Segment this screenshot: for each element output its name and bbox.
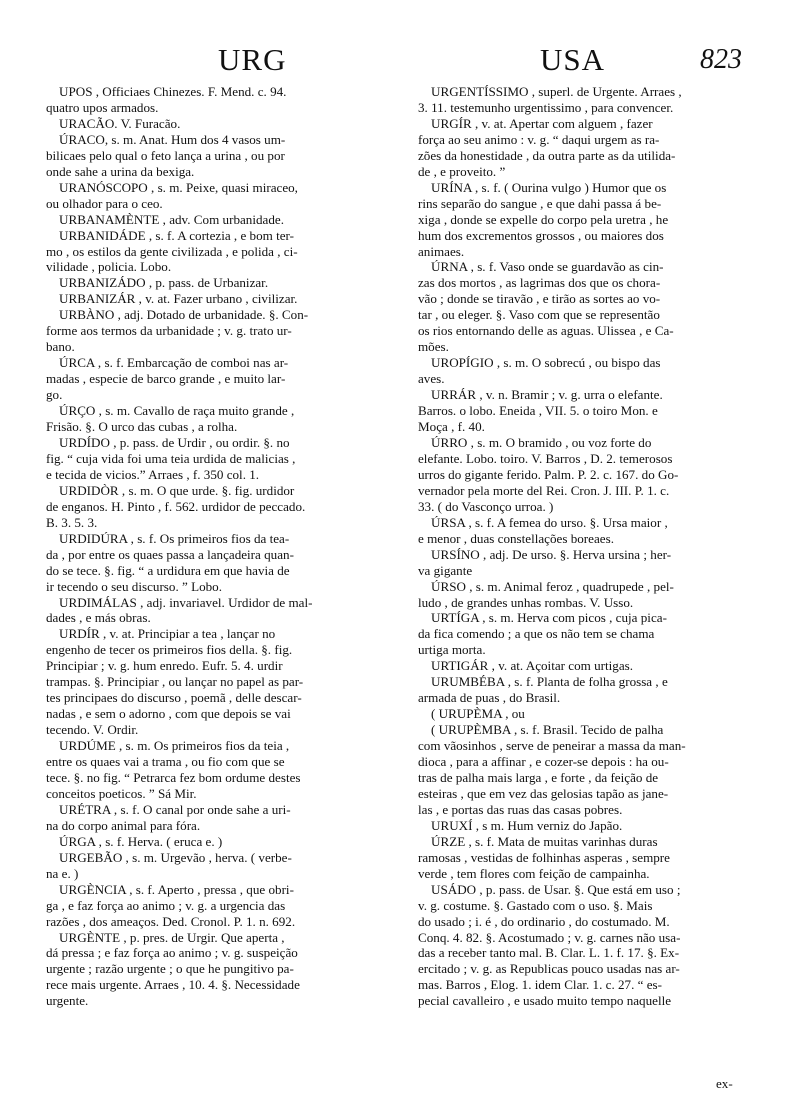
text-line: ercitado ; v. g. as Republicas pouco usadas nas ar- — [418, 961, 680, 977]
text-line: engenho de tecer os primeiros fios della. §. fig. — [46, 642, 293, 658]
text-line: ir tecendo o seu discurso. ” Lobo. — [46, 578, 222, 594]
text-line: URDIDÒR , s. m. O que urde. §. fig. urdidor — [59, 482, 295, 498]
text-line: animaes. — [418, 243, 465, 259]
text-line: ( URUPÈMBA , s. f. Brasil. Tecido de palha — [431, 722, 664, 738]
text-line: aves. — [418, 371, 445, 387]
text-line: URDÚME , s. m. Os primeiros fios da teia , — [59, 738, 290, 754]
text-line: URRÁR , v. n. Bramir ; v. g. urra o elefante. — [431, 387, 663, 403]
text-line: urtiga morta. — [418, 642, 486, 658]
text-line: ÚRCA , s. f. Embarcação de comboi nas ar- — [59, 355, 289, 371]
text-line: vernador pela morte del Rei. Cron. J. III. P. 1. c. — [418, 482, 670, 498]
text-line: pecial cavalleiro , e usado muito tempo naquelle — [418, 993, 672, 1009]
text-line: das a receber tanto mal. B. Clar. L. 1. f. 17. §. Ex- — [418, 945, 680, 961]
text-line: da fica comendo ; a que os não tem se chama — [418, 626, 655, 642]
text-line: ludo , de grandes unhas rombas. V. Usso. — [418, 594, 634, 610]
text-line: tes principaes do discurso , poemã , delle descar- — [46, 690, 302, 706]
text-line: vão ; donde se tiravão , e tirão as sortes ao vo- — [418, 291, 661, 307]
text-line: vilidade , policia. Lobo. — [46, 259, 172, 275]
text-line: zões da honestidade , da outra parte as da utilida- — [418, 147, 676, 163]
text-line: URANÓSCOPO , s. m. Peixe, quasi miraceo, — [59, 179, 298, 195]
text-line: URBANIZÁDO , p. pass. de Urbanizar. — [59, 275, 269, 291]
text-line: mo , os estilos da gente civilizada , e polida , ci- — [46, 243, 298, 259]
text-line: bilicaes pelo qual o feto lança a urina , ou por — [46, 147, 285, 163]
text-line: URSÍNO , adj. De urso. §. Herva ursina ; her- — [431, 546, 672, 562]
text-line: força ao seu animo : v. g. “ daqui urgem as ra- — [418, 131, 660, 147]
text-line: tras de palha mais larga , e forte , da feição de — [418, 769, 659, 785]
text-line: va gigante — [418, 562, 473, 578]
text-line: v. g. costume. §. Gastado com o uso. §. Mais — [418, 897, 653, 913]
text-line: com vãosinhos , serve de peneirar a massa da man- — [418, 738, 686, 754]
catchword: ex- — [716, 1076, 733, 1091]
text-line: ÚRRO , s. m. O bramido , ou voz forte do — [431, 434, 652, 450]
text-line: xiga , donde se expelle do corpo pela uretra , he — [418, 211, 669, 227]
text-line: ou olhador para o ceo. — [46, 195, 163, 211]
text-line: dá pressa ; e faz força ao animo ; v. g. suspeição — [46, 945, 298, 961]
text-line: trampas. §. Principiar , ou lançar no papel as par- — [46, 674, 304, 690]
right-column — [418, 84, 778, 1009]
text-line: conceitos poeticos. ” Sá Mir. — [46, 785, 197, 801]
text-line: URTIGÁR , v. at. Açoitar com urtigas. — [431, 658, 634, 674]
text-line: hum dos excrementos grossos , ou maiores dos — [418, 227, 664, 243]
text-line: URGENTÍSSIMO , superl. de Urgente. Arraes , — [431, 84, 682, 99]
text-line: URDÍDO , p. pass. de Urdir , ou ordir. §. no — [59, 434, 290, 450]
text-line: URGÈNCIA , s. f. Aperto , pressa , que obri- — [59, 881, 294, 897]
text-line: las , e portas das ruas das casas pobres. — [418, 801, 623, 817]
text-line: nadas , e sem o adorno , com que depois se vai — [46, 706, 291, 722]
text-line: na do corpo animal para fóra. — [46, 817, 201, 833]
text-line: B. 3. 5. 3. — [46, 514, 98, 530]
text-line: 33. ( do Vasconço urroa. ) — [418, 498, 554, 514]
text-line: urros do gigante ferido. Palm. P. 2. c. 167. do Go- — [418, 466, 679, 482]
text-line: URGEBÃO , s. m. Urgevão , herva. ( verbe- — [59, 849, 292, 865]
text-line: madas , especie de barco grande , e muito lar- — [46, 371, 286, 387]
text-line: 3. 11. testemunho urgentissimo , para convencer. — [418, 99, 674, 115]
text-line: entre os quaes vai a trama , ou fio com que se — [46, 754, 285, 770]
text-line: do se tece. §. fig. “ a urdidura em que havia de — [46, 562, 290, 578]
text-line: URUXÍ , s m. Hum verniz do Japão. — [431, 817, 623, 833]
text-line: URDIDÚRA , s. f. Os primeiros fios da tea- — [59, 530, 290, 546]
text-line: ÚRZE , s. f. Mata de muitas varinhas duras — [431, 833, 658, 849]
right-guide-word: USA — [540, 42, 606, 77]
text-line: dades , e más obras. — [46, 610, 151, 626]
text-line: de , e proveito. ” — [418, 163, 506, 179]
text-line: ÚRSO , s. m. Animal feroz , quadrupede , pel- — [431, 578, 674, 594]
text-line: verde , tem flores com feição de campainha. — [418, 865, 650, 881]
text-line: URBANAMÈNTE , adv. Com urbanidade. — [59, 211, 284, 227]
text-line: ÚRGA , s. f. Herva. ( eruca e. ) — [59, 833, 223, 849]
text-line: rece mais urgente. Arraes , 10. 4. §. Necessidade — [46, 977, 300, 993]
text-line: e menor , duas constellações boreaes. — [418, 530, 614, 546]
text-line: ÚRÇO , s. m. Cavallo de raça muito grande , — [59, 403, 295, 419]
text-line: URBANIZÁR , v. at. Fazer urbano , civilizar. — [59, 291, 298, 307]
text-line: URDÍR , v. at. Principiar a tea , lançar no — [59, 626, 276, 642]
text-line: URBANIDÁDE , s. f. A cortezia , e bom ter- — [59, 227, 295, 243]
text-line: UROPÍGIO , s. m. O sobrecú , ou bispo das — [431, 355, 661, 371]
text-line: os rios entornando delle as aguas. Ulissea , e Ca- — [418, 323, 674, 339]
text-line: na e. ) — [46, 865, 79, 881]
text-line: rins separão do sangue , e que dahi passa á be- — [418, 195, 662, 211]
left-column — [46, 84, 406, 1009]
text-line: ÚRNA , s. f. Vaso onde se guardavão as cin- — [431, 259, 664, 275]
text-line: URUMBÉBA , s. f. Planta de folha grossa , e — [431, 674, 668, 690]
text-line: URGÈNTE , p. pres. de Urgir. Que aperta , — [59, 929, 285, 945]
text-line: tar , ou eleger. §. Vaso com que se representão — [418, 307, 660, 323]
text-line: Conq. 4. 82. §. Acostumado ; v. g. carnes não usa- — [418, 929, 681, 945]
text-line: onde sahe a urina da bexiga. — [46, 163, 195, 179]
text-line: URTÍGA , s. m. Herva com picos , cuja pica- — [431, 610, 667, 626]
text-line: bano. — [46, 339, 75, 355]
text-line: forme aos termos da urbanidade ; v. g. trato ur- — [46, 323, 292, 339]
text-line: URACÃO. V. Furacão. — [59, 115, 181, 131]
text-line: ÚRACO, s. m. Anat. Hum dos 4 vasos um- — [59, 131, 286, 147]
text-line: e tecida de vicios.” Arraes , f. 350 col. 1. — [46, 466, 260, 482]
text-line: urgente. — [46, 993, 89, 1009]
text-line: Moça , f. 40. — [418, 419, 485, 435]
text-line: mas. Barros , Elog. 1. idem Clar. 1. c. 27. “ es- — [418, 977, 663, 993]
text-line: da , por entre os quaes passa a lançadeira quan- — [46, 546, 294, 562]
text-line: tecendo. V. Ordir. — [46, 722, 139, 738]
text-line: ÚRSA , s. f. A femea do urso. §. Ursa maior , — [431, 514, 668, 530]
text-line: dioca , para a affinar , e cozer-se depois : ha ou- — [418, 754, 669, 770]
text-line: Principiar ; v. g. hum enredo. Eufr. 5. 4. urdir — [46, 658, 283, 674]
text-line: URGÍR , v. at. Apertar com alguem , fazer — [431, 115, 653, 131]
left-guide-word: URG — [218, 42, 287, 77]
text-line: do usado ; i. é , do ordinario , do costumado. M. — [418, 913, 670, 929]
text-line: UPOS , Officiaes Chinezes. F. Mend. c. 94. — [59, 84, 287, 99]
text-line: urgente ; razão urgente ; o que he pungitivo pa- — [46, 961, 294, 977]
text-line: URBÀNO , adj. Dotado de urbanidade. §. Con- — [59, 307, 309, 323]
text-line: URÉTRA , s. f. O canal por onde sahe a uri- — [59, 801, 291, 817]
text-line: Barros. o lobo. Eneida , VII. 5. o toiro Mon. e — [418, 403, 658, 419]
text-line: ga , e faz força ao animo ; v. g. a urgencia das — [46, 897, 286, 913]
page-number: 823 — [700, 44, 742, 75]
text-line: USÁDO , p. pass. de Usar. §. Que está em uso ; — [431, 881, 681, 897]
text-line: tece. §. no fig. “ Petrarca fez bom ordume destes — [46, 769, 301, 785]
text-line: go. — [46, 387, 63, 403]
page-header — [0, 42, 804, 82]
text-line: esteiras , que em vez das gelosias tapão as jane- — [418, 785, 669, 801]
text-line: ramosas , vestidas de folhinhas asperas , sempre — [418, 849, 670, 865]
text-line: elefante. Lobo. toiro. V. Barros , D. 2. temerosos — [418, 450, 673, 466]
text-line: ( URUPÈMA , ou — [431, 706, 525, 722]
text-line: de enganos. H. Pinto , f. 562. urdidor de peccado. — [46, 498, 306, 514]
text-line: armada de puas , do Brasil. — [418, 690, 561, 706]
text-line: URDIMÁLAS , adj. invariavel. Urdidor de mal- — [59, 594, 313, 610]
text-line: razões , dos ameaços. Ded. Cronol. P. 1. n. 692. — [46, 913, 296, 929]
text-line: fig. “ cuja vida foi uma teia urdida de malicias , — [46, 450, 296, 466]
text-line: mões. — [418, 339, 449, 355]
text-line: Frisão. §. O urco das cubas , a rolha. — [46, 419, 238, 435]
text-line: URÍNA , s. f. ( Ourina vulgo ) Humor que os — [431, 179, 667, 195]
text-line: quatro upos armados. — [46, 99, 159, 115]
text-line: zas dos mortos , as lagrimas dos que os chora- — [418, 275, 661, 291]
